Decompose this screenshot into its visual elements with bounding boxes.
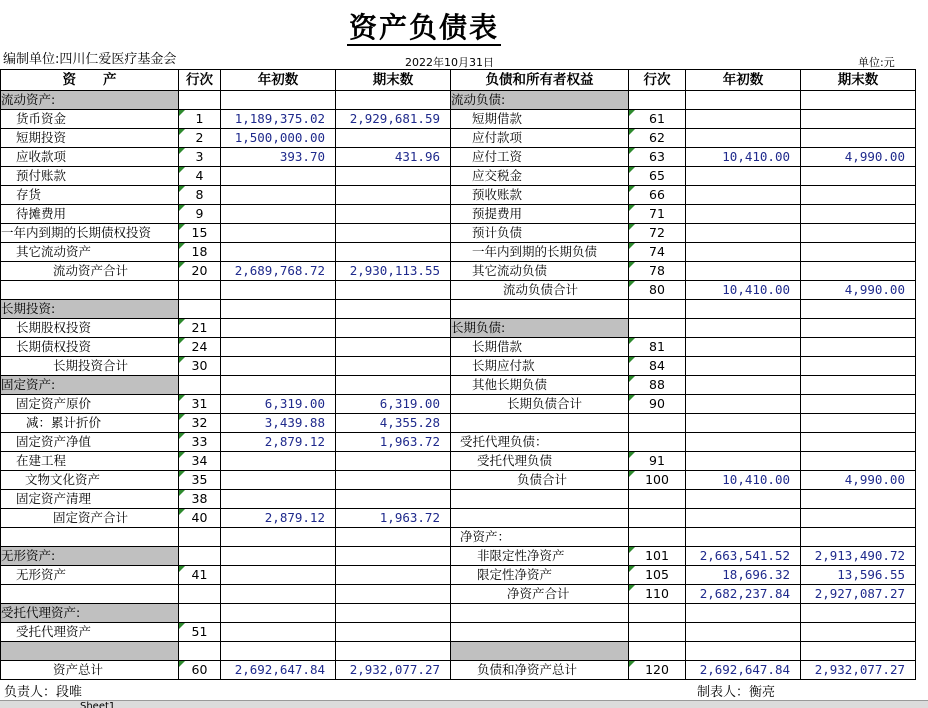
asset-rowno-cell[interactable]: 33 <box>179 433 221 452</box>
asset-end-cell[interactable] <box>336 623 451 642</box>
header-begin: 年初数 <box>221 70 336 91</box>
table-row <box>1 357 916 376</box>
asset-rowno-cell[interactable]: 15 <box>179 224 221 243</box>
liab-rowno-cell[interactable]: 105 <box>629 566 686 585</box>
table-row <box>1 585 916 604</box>
asset-rowno-cell[interactable]: 18 <box>179 243 221 262</box>
liab-label-cell[interactable]: 应付款项 <box>451 129 629 148</box>
liab-rowno-cell[interactable] <box>629 91 686 110</box>
asset-rowno-cell[interactable]: 60 <box>179 661 221 680</box>
table-row <box>1 414 916 433</box>
table-row <box>1 243 916 262</box>
liab-begin-cell[interactable] <box>686 509 801 528</box>
liab-begin-cell[interactable] <box>686 528 801 547</box>
liab-end-cell[interactable] <box>801 300 916 319</box>
liab-begin-cell[interactable] <box>686 604 801 623</box>
liab-begin-cell[interactable] <box>686 642 801 661</box>
asset-begin-cell[interactable] <box>221 357 336 376</box>
asset-label-cell[interactable]: 无形资产 <box>1 566 179 585</box>
table-row <box>1 319 916 338</box>
asset-rowno-cell[interactable]: 2 <box>179 129 221 148</box>
asset-label-cell[interactable]: 流动资产合计 <box>1 262 179 281</box>
asset-rowno-cell[interactable]: 34 <box>179 452 221 471</box>
header-end: 期末数 <box>336 70 451 91</box>
liab-label-cell[interactable]: 预提费用 <box>451 205 629 224</box>
liab-label-cell[interactable] <box>451 490 629 509</box>
asset-begin-cell[interactable] <box>221 547 336 566</box>
liab-rowno-cell[interactable]: 63 <box>629 148 686 167</box>
asset-label-cell[interactable]: 短期投资 <box>1 129 179 148</box>
asset-end-cell[interactable]: 6,319.00 <box>336 395 451 414</box>
liab-label-cell[interactable]: 一年内到期的长期负债 <box>451 243 629 262</box>
asset-label-cell[interactable]: 流动资产: <box>1 91 179 110</box>
asset-end-cell[interactable] <box>336 338 451 357</box>
table-row <box>1 471 916 490</box>
liab-end-cell[interactable] <box>801 205 916 224</box>
header-end2: 期末数 <box>801 70 916 91</box>
header-begin2: 年初数 <box>686 70 801 91</box>
asset-begin-cell[interactable] <box>221 490 336 509</box>
asset-label-cell[interactable]: 其它流动资产 <box>1 243 179 262</box>
asset-end-cell[interactable] <box>336 300 451 319</box>
liab-end-cell[interactable] <box>801 642 916 661</box>
asset-label-cell[interactable]: 固定资产: <box>1 376 179 395</box>
asset-end-cell[interactable] <box>336 357 451 376</box>
sheet-tabs[interactable] <box>0 700 928 708</box>
asset-end-cell[interactable] <box>336 319 451 338</box>
liab-end-cell[interactable] <box>801 110 916 129</box>
liab-label-cell[interactable]: 预收账款 <box>451 186 629 205</box>
asset-label-cell[interactable]: 长期债权投资 <box>1 338 179 357</box>
asset-label-cell[interactable]: 减：累计折价 <box>1 414 179 433</box>
asset-begin-cell[interactable] <box>221 186 336 205</box>
asset-end-cell[interactable] <box>336 585 451 604</box>
liab-label-cell[interactable]: 长期负债合计 <box>451 395 629 414</box>
table-row <box>1 262 916 281</box>
liab-begin-cell[interactable] <box>686 395 801 414</box>
liab-end-cell[interactable] <box>801 338 916 357</box>
liab-label-cell[interactable]: 长期负债: <box>451 319 629 338</box>
liab-begin-cell[interactable] <box>686 452 801 471</box>
asset-end-cell[interactable] <box>336 91 451 110</box>
asset-rowno-cell[interactable]: 41 <box>179 566 221 585</box>
asset-end-cell[interactable] <box>336 642 451 661</box>
liab-end-cell[interactable]: 4,990.00 <box>801 471 916 490</box>
liab-end-cell[interactable] <box>801 186 916 205</box>
table-row <box>1 604 916 623</box>
liab-rowno-cell[interactable] <box>629 490 686 509</box>
header-rowno2: 行次 <box>629 70 686 91</box>
liab-label-cell[interactable] <box>451 604 629 623</box>
table-row <box>1 509 916 528</box>
asset-rowno-cell[interactable] <box>179 281 221 300</box>
sheet-tab[interactable]: Sheet1 <box>80 701 116 708</box>
asset-label-cell[interactable]: 固定资产原价 <box>1 395 179 414</box>
liab-end-cell[interactable]: 2,927,087.27 <box>801 585 916 604</box>
asset-begin-cell[interactable]: 2,879.12 <box>221 433 336 452</box>
unit-label: 单位:元 <box>858 56 895 69</box>
liab-rowno-cell[interactable]: 81 <box>629 338 686 357</box>
report-title: 资产负债表 <box>348 11 499 44</box>
liab-begin-cell[interactable] <box>686 319 801 338</box>
asset-begin-cell[interactable] <box>221 167 336 186</box>
asset-begin-cell[interactable]: 2,689,768.72 <box>221 262 336 281</box>
asset-begin-cell[interactable] <box>221 623 336 642</box>
table-row <box>1 528 916 547</box>
asset-begin-cell[interactable]: 393.70 <box>221 148 336 167</box>
liab-end-cell[interactable] <box>801 509 916 528</box>
liab-begin-cell[interactable] <box>686 490 801 509</box>
asset-end-cell[interactable] <box>336 452 451 471</box>
asset-rowno-cell[interactable] <box>179 604 221 623</box>
liab-rowno-cell[interactable] <box>629 414 686 433</box>
asset-end-cell[interactable] <box>336 490 451 509</box>
asset-rowno-cell[interactable]: 8 <box>179 186 221 205</box>
asset-label-cell[interactable]: 固定资产净值 <box>1 433 179 452</box>
liab-begin-cell[interactable] <box>686 224 801 243</box>
asset-end-cell[interactable]: 2,932,077.27 <box>336 661 451 680</box>
liab-end-cell[interactable] <box>801 129 916 148</box>
liab-end-cell[interactable] <box>801 167 916 186</box>
liab-begin-cell[interactable]: 10,410.00 <box>686 148 801 167</box>
liab-label-cell[interactable]: 流动负债合计 <box>451 281 629 300</box>
asset-begin-cell[interactable]: 2,879.12 <box>221 509 336 528</box>
asset-end-cell[interactable]: 1,963.72 <box>336 509 451 528</box>
asset-label-cell[interactable] <box>1 281 179 300</box>
asset-end-cell[interactable]: 2,930,113.55 <box>336 262 451 281</box>
liab-begin-cell[interactable] <box>686 300 801 319</box>
liab-rowno-cell[interactable]: 80 <box>629 281 686 300</box>
asset-end-cell[interactable] <box>336 376 451 395</box>
asset-label-cell[interactable] <box>1 528 179 547</box>
liab-rowno-cell[interactable]: 78 <box>629 262 686 281</box>
liab-begin-cell[interactable] <box>686 110 801 129</box>
footer-responsible: 负责人：段唯 <box>4 685 83 700</box>
header-rowno: 行次 <box>179 70 221 91</box>
asset-label-cell[interactable]: 在建工程 <box>1 452 179 471</box>
asset-rowno-cell[interactable] <box>179 642 221 661</box>
asset-label-cell[interactable]: 长期投资合计 <box>1 357 179 376</box>
liab-rowno-cell[interactable]: 101 <box>629 547 686 566</box>
asset-begin-cell[interactable]: 2,692,647.84 <box>221 661 336 680</box>
table-row <box>1 91 916 110</box>
asset-end-cell[interactable] <box>336 471 451 490</box>
liab-rowno-cell[interactable]: 90 <box>629 395 686 414</box>
asset-label-cell[interactable]: 资产总计 <box>1 661 179 680</box>
liab-label-cell[interactable]: 预计负债 <box>451 224 629 243</box>
liab-label-cell[interactable]: 净资产合计 <box>451 585 629 604</box>
asset-rowno-cell[interactable] <box>179 547 221 566</box>
liab-rowno-cell[interactable]: 120 <box>629 661 686 680</box>
liab-end-cell[interactable] <box>801 376 916 395</box>
liab-label-cell[interactable]: 其他长期负债 <box>451 376 629 395</box>
asset-label-cell[interactable]: 无形资产: <box>1 547 179 566</box>
asset-begin-cell[interactable] <box>221 376 336 395</box>
liab-label-cell[interactable]: 非限定性净资产 <box>451 547 629 566</box>
liab-rowno-cell[interactable]: 65 <box>629 167 686 186</box>
liab-rowno-cell[interactable] <box>629 319 686 338</box>
liab-end-cell[interactable] <box>801 319 916 338</box>
liab-begin-cell[interactable] <box>686 338 801 357</box>
table-row <box>1 433 916 452</box>
liab-end-cell[interactable]: 2,932,077.27 <box>801 661 916 680</box>
liab-label-cell[interactable]: 负债合计 <box>451 471 629 490</box>
liab-end-cell[interactable] <box>801 604 916 623</box>
asset-rowno-cell[interactable]: 9 <box>179 205 221 224</box>
liab-end-cell[interactable] <box>801 452 916 471</box>
liab-end-cell[interactable] <box>801 395 916 414</box>
table-row <box>1 110 916 129</box>
asset-rowno-cell[interactable]: 40 <box>179 509 221 528</box>
asset-label-cell[interactable]: 预付账款 <box>1 167 179 186</box>
asset-end-cell[interactable] <box>336 528 451 547</box>
table-row <box>1 623 916 642</box>
liab-end-cell[interactable] <box>801 433 916 452</box>
table-row <box>1 281 916 300</box>
footer-preparer: 制表人：衡亮 <box>697 685 776 700</box>
asset-rowno-cell[interactable] <box>179 91 221 110</box>
liab-begin-cell[interactable] <box>686 167 801 186</box>
asset-label-cell[interactable]: 受托代理资产 <box>1 623 179 642</box>
asset-rowno-cell[interactable]: 30 <box>179 357 221 376</box>
liab-begin-cell[interactable] <box>686 433 801 452</box>
asset-begin-cell[interactable] <box>221 338 336 357</box>
liab-label-cell[interactable]: 长期借款 <box>451 338 629 357</box>
asset-rowno-cell[interactable]: 3 <box>179 148 221 167</box>
asset-begin-cell[interactable] <box>221 585 336 604</box>
liab-end-cell[interactable]: 13,596.55 <box>801 566 916 585</box>
asset-rowno-cell[interactable]: 21 <box>179 319 221 338</box>
asset-label-cell[interactable]: 待摊费用 <box>1 205 179 224</box>
table-row <box>1 661 916 680</box>
liab-end-cell[interactable]: 2,913,490.72 <box>801 547 916 566</box>
liab-end-cell[interactable] <box>801 490 916 509</box>
table-row <box>1 224 916 243</box>
liab-label-cell[interactable]: 应付工资 <box>451 148 629 167</box>
asset-begin-cell[interactable]: 1,500,000.00 <box>221 129 336 148</box>
table-row <box>1 186 916 205</box>
asset-end-cell[interactable] <box>336 167 451 186</box>
asset-begin-cell[interactable]: 6,319.00 <box>221 395 336 414</box>
asset-rowno-cell[interactable]: 35 <box>179 471 221 490</box>
liab-end-cell[interactable] <box>801 357 916 376</box>
asset-end-cell[interactable] <box>336 243 451 262</box>
liab-rowno-cell[interactable]: 71 <box>629 205 686 224</box>
liab-rowno-cell[interactable]: 88 <box>629 376 686 395</box>
asset-label-cell[interactable]: 存货 <box>1 186 179 205</box>
liab-rowno-cell[interactable]: 84 <box>629 357 686 376</box>
asset-begin-cell[interactable] <box>221 300 336 319</box>
asset-end-cell[interactable]: 431.96 <box>336 148 451 167</box>
liab-rowno-cell[interactable]: 100 <box>629 471 686 490</box>
asset-rowno-cell[interactable]: 20 <box>179 262 221 281</box>
liab-begin-cell[interactable] <box>686 357 801 376</box>
asset-label-cell[interactable]: 长期投资: <box>1 300 179 319</box>
asset-begin-cell[interactable] <box>221 471 336 490</box>
table-row <box>1 547 916 566</box>
asset-begin-cell[interactable] <box>221 452 336 471</box>
liab-label-cell[interactable]: 受托代理负债 <box>451 452 629 471</box>
asset-begin-cell[interactable]: 3,439.88 <box>221 414 336 433</box>
table-row <box>1 376 916 395</box>
asset-begin-cell[interactable] <box>221 319 336 338</box>
asset-label-cell[interactable]: 固定资产合计 <box>1 509 179 528</box>
balance-table <box>0 69 916 680</box>
asset-rowno-cell[interactable]: 31 <box>179 395 221 414</box>
asset-label-cell[interactable]: 货币资金 <box>1 110 179 129</box>
asset-rowno-cell[interactable]: 51 <box>179 623 221 642</box>
liab-begin-cell[interactable] <box>686 205 801 224</box>
asset-end-cell[interactable] <box>336 129 451 148</box>
liab-end-cell[interactable]: 4,990.00 <box>801 281 916 300</box>
liab-end-cell[interactable] <box>801 243 916 262</box>
asset-begin-cell[interactable] <box>221 642 336 661</box>
liab-begin-cell[interactable] <box>686 376 801 395</box>
liab-rowno-cell[interactable] <box>629 623 686 642</box>
asset-begin-cell[interactable] <box>221 528 336 547</box>
liab-begin-cell[interactable]: 2,663,541.52 <box>686 547 801 566</box>
liab-begin-cell[interactable] <box>686 243 801 262</box>
liab-begin-cell[interactable]: 10,410.00 <box>686 471 801 490</box>
liab-rowno-cell[interactable]: 74 <box>629 243 686 262</box>
asset-rowno-cell[interactable] <box>179 300 221 319</box>
table-row <box>1 566 916 585</box>
asset-begin-cell[interactable] <box>221 224 336 243</box>
table-row <box>1 642 916 661</box>
liab-rowno-cell[interactable] <box>629 433 686 452</box>
liab-end-cell[interactable] <box>801 414 916 433</box>
table-row <box>1 300 916 319</box>
liab-label-cell[interactable]: 负债和净资产总计 <box>451 661 629 680</box>
asset-rowno-cell[interactable]: 4 <box>179 167 221 186</box>
liab-begin-cell[interactable]: 18,696.32 <box>686 566 801 585</box>
header-liab: 负债和所有者权益 <box>451 70 629 91</box>
asset-end-cell[interactable]: 1,963.72 <box>336 433 451 452</box>
liab-end-cell[interactable] <box>801 623 916 642</box>
asset-end-cell[interactable] <box>336 205 451 224</box>
asset-end-cell[interactable]: 4,355.28 <box>336 414 451 433</box>
asset-end-cell[interactable] <box>336 224 451 243</box>
liab-begin-cell[interactable] <box>686 129 801 148</box>
asset-rowno-cell[interactable] <box>179 585 221 604</box>
liab-rowno-cell[interactable] <box>629 509 686 528</box>
liab-label-cell[interactable]: 流动负债: <box>451 91 629 110</box>
liab-label-cell[interactable]: 限定性净资产 <box>451 566 629 585</box>
asset-rowno-cell[interactable]: 38 <box>179 490 221 509</box>
table-row <box>1 148 916 167</box>
table-row <box>1 205 916 224</box>
liab-end-cell[interactable] <box>801 91 916 110</box>
liab-rowno-cell[interactable] <box>629 300 686 319</box>
liab-rowno-cell[interactable] <box>629 528 686 547</box>
table-row <box>1 395 916 414</box>
liab-label-cell[interactable] <box>451 509 629 528</box>
liab-begin-cell[interactable] <box>686 186 801 205</box>
asset-begin-cell[interactable] <box>221 604 336 623</box>
liab-rowno-cell[interactable]: 110 <box>629 585 686 604</box>
asset-rowno-cell[interactable]: 32 <box>179 414 221 433</box>
asset-begin-cell[interactable] <box>221 91 336 110</box>
liab-rowno-cell[interactable]: 91 <box>629 452 686 471</box>
liab-rowno-cell[interactable]: 72 <box>629 224 686 243</box>
liab-label-cell[interactable]: 其它流动负债 <box>451 262 629 281</box>
liab-begin-cell[interactable]: 10,410.00 <box>686 281 801 300</box>
asset-label-cell[interactable] <box>1 642 179 661</box>
liab-rowno-cell[interactable]: 62 <box>629 129 686 148</box>
asset-end-cell[interactable] <box>336 186 451 205</box>
liab-begin-cell[interactable]: 2,682,237.84 <box>686 585 801 604</box>
asset-begin-cell[interactable] <box>221 205 336 224</box>
asset-label-cell[interactable] <box>1 585 179 604</box>
liab-begin-cell[interactable] <box>686 414 801 433</box>
liab-label-cell[interactable]: 净资产： <box>451 528 629 547</box>
liab-label-cell[interactable] <box>451 414 629 433</box>
liab-label-cell[interactable] <box>451 642 629 661</box>
asset-end-cell[interactable] <box>336 604 451 623</box>
asset-end-cell[interactable] <box>336 281 451 300</box>
asset-label-cell[interactable]: 长期股权投资 <box>1 319 179 338</box>
asset-rowno-cell[interactable] <box>179 528 221 547</box>
liab-end-cell[interactable]: 4,990.00 <box>801 148 916 167</box>
liab-label-cell[interactable]: 应交税金 <box>451 167 629 186</box>
asset-label-cell[interactable]: 一年内到期的长期债权投资 <box>1 224 179 243</box>
asset-label-cell[interactable]: 文物文化资产 <box>1 471 179 490</box>
asset-begin-cell[interactable]: 1,189,375.02 <box>221 110 336 129</box>
liab-label-cell[interactable]: 受托代理负债： <box>451 433 629 452</box>
table-row <box>1 167 916 186</box>
liab-end-cell[interactable] <box>801 262 916 281</box>
liab-begin-cell[interactable] <box>686 623 801 642</box>
header-row <box>1 70 916 91</box>
liab-end-cell[interactable] <box>801 528 916 547</box>
asset-rowno-cell[interactable]: 24 <box>179 338 221 357</box>
liab-end-cell[interactable] <box>801 224 916 243</box>
asset-end-cell[interactable] <box>336 547 451 566</box>
header-asset: 资 产 <box>1 70 179 91</box>
asset-label-cell[interactable]: 固定资产清理 <box>1 490 179 509</box>
asset-end-cell[interactable]: 2,929,681.59 <box>336 110 451 129</box>
report-date: 2022年10月31日 <box>405 56 494 69</box>
liab-rowno-cell[interactable]: 66 <box>629 186 686 205</box>
asset-begin-cell[interactable] <box>221 243 336 262</box>
asset-begin-cell[interactable] <box>221 281 336 300</box>
org-label: 编制单位:四川仁爱医疗基金会 <box>3 52 177 67</box>
liab-begin-cell[interactable]: 2,692,647.84 <box>686 661 801 680</box>
liab-rowno-cell[interactable] <box>629 642 686 661</box>
liab-label-cell[interactable] <box>451 623 629 642</box>
liab-rowno-cell[interactable]: 61 <box>629 110 686 129</box>
asset-begin-cell[interactable] <box>221 566 336 585</box>
liab-label-cell[interactable]: 短期借款 <box>451 110 629 129</box>
asset-label-cell[interactable]: 应收款项 <box>1 148 179 167</box>
table-row <box>1 452 916 471</box>
table-row <box>1 129 916 148</box>
liab-rowno-cell[interactable] <box>629 604 686 623</box>
asset-label-cell[interactable]: 受托代理资产: <box>1 604 179 623</box>
liab-label-cell[interactable] <box>451 300 629 319</box>
liab-label-cell[interactable]: 长期应付款 <box>451 357 629 376</box>
asset-end-cell[interactable] <box>336 566 451 585</box>
asset-rowno-cell[interactable] <box>179 376 221 395</box>
liab-begin-cell[interactable] <box>686 262 801 281</box>
liab-begin-cell[interactable] <box>686 91 801 110</box>
table-row <box>1 490 916 509</box>
table-row <box>1 338 916 357</box>
asset-rowno-cell[interactable]: 1 <box>179 110 221 129</box>
